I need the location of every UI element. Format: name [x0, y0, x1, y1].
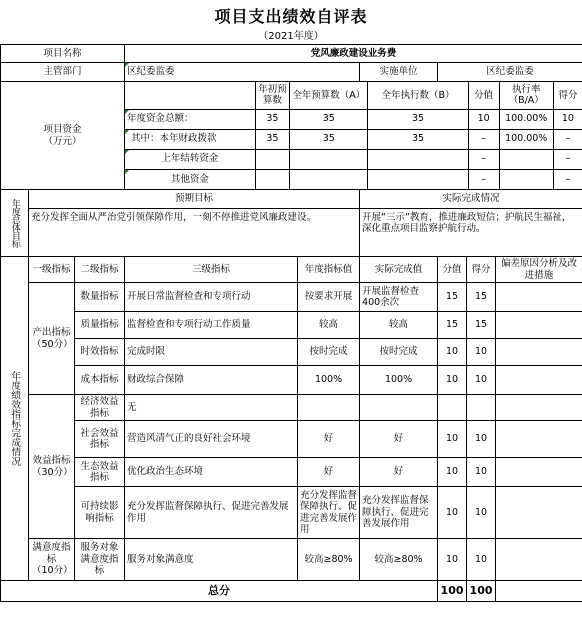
ind-header-actual: 实际完成值 [360, 257, 438, 283]
indicator-row [1, 283, 582, 312]
funds-row-weight: – [468, 149, 499, 169]
funds-row-exec: 35 [368, 129, 468, 149]
indicator-score: 10 [467, 539, 496, 581]
indicator-l3: 开展日常监督检查和专项行动 [125, 283, 298, 312]
funds-row [125, 129, 582, 149]
indicator-target: 较高≥80% [298, 539, 360, 581]
indicator-row [1, 339, 582, 366]
indicator-note [496, 312, 582, 339]
indicator-target [298, 395, 360, 421]
funds-row-year: 35 [290, 109, 368, 129]
funds-header-weight: 分值 [468, 82, 499, 109]
indicator-weight: 15 [438, 312, 467, 339]
indicator-l2: 时效指标 [75, 339, 125, 366]
page-subtitle: （2021年度） [258, 31, 324, 42]
indicator-l3: 营造风清气正的良好社会环境 [125, 421, 298, 458]
funds-header-rate: 执行率（B/A） [499, 82, 553, 109]
project-dept-row [1, 63, 582, 82]
indicator-note [496, 366, 582, 395]
indicator-weight: 10 [438, 539, 467, 581]
indicator-actual: 充分发挥监督保障执行、促进完善发展作用 [360, 487, 438, 539]
dept-value: 区纪委监委 [125, 63, 360, 82]
indicators-section-label: 年度绩效指标完成情况 [1, 257, 29, 581]
funds-header-init: 年初预算数 [255, 82, 290, 109]
indicator-row [1, 395, 582, 421]
indicator-weight [438, 395, 467, 421]
indicator-row [1, 458, 582, 487]
indicator-weight: 10 [438, 339, 467, 366]
indicator-l2: 经济效益指标 [75, 395, 125, 421]
funds-row-exec [368, 169, 468, 189]
indicator-actual: 较高 [360, 312, 438, 339]
indicator-l3: 财政综合保障 [125, 366, 298, 395]
funds-row-score: – [553, 149, 582, 169]
funds-row-init: 35 [255, 109, 290, 129]
indicator-group-label: 满意度指标 （10分） [29, 539, 75, 581]
indicator-l2: 服务对象满意度指标 [75, 539, 125, 581]
impl-label: 实施单位 [360, 63, 438, 82]
funds-row-label: 其中：本年财政拨款 [125, 129, 255, 149]
total-row [1, 581, 582, 602]
indicator-target: 充分发挥监督保障执行、促进完善发展作用 [298, 487, 360, 539]
page-title: 项目支出绩效自评表 [214, 7, 368, 26]
funds-grid [125, 82, 582, 189]
ind-header-note: 偏差原因分析及改进措施 [496, 257, 582, 283]
indicator-row [1, 421, 582, 458]
goals-actual-header: 实际完成情况 [360, 190, 582, 209]
indicator-target: 好 [298, 421, 360, 458]
indicator-l3: 服务对象满意度 [125, 539, 298, 581]
indicator-l2: 生态效益指标 [75, 458, 125, 487]
indicator-group-label: 产出指标 （50分） [29, 283, 75, 395]
indicator-actual: 好 [360, 458, 438, 487]
goals-expected-text: 充分发挥全面从严治党引领保障作用，一刻不停推进党风廉政建设。 [29, 209, 360, 257]
impl-value: 区纪委监委 [438, 63, 582, 82]
goals-actual-text: 开展“三示”教育，推进廉政短信；护航民生福祉，深化重点项目监察护航行动。 [360, 209, 582, 257]
indicator-note [496, 458, 582, 487]
funds-row-rate: 100.00% [499, 129, 553, 149]
indicator-weight: 10 [438, 421, 467, 458]
indicator-target: 按时完成 [298, 339, 360, 366]
goals-header-row [1, 190, 582, 209]
indicator-l2: 数量指标 [75, 283, 125, 312]
evaluation-table [0, 44, 582, 602]
indicator-weight: 10 [438, 487, 467, 539]
goals-content-row [1, 209, 582, 257]
indicator-l2: 质量指标 [75, 312, 125, 339]
ind-header-score: 得分 [467, 257, 496, 283]
indicator-l2: 成本指标 [75, 366, 125, 395]
indicator-target: 100% [298, 366, 360, 395]
indicator-score: 15 [467, 283, 496, 312]
indicator-score: 10 [467, 458, 496, 487]
indicator-l3: 充分发挥监督保障执行、促进完善发展作用 [125, 487, 298, 539]
dept-label: 主管部门 [1, 63, 125, 82]
funds-row [125, 109, 582, 129]
funds-header-exec: 全年执行数（B） [368, 82, 468, 109]
funds-row-score: – [553, 169, 582, 189]
project-name-value: 党风廉政建设业务费 [125, 45, 582, 63]
funds-block-row [1, 82, 582, 190]
indicator-actual: 100% [360, 366, 438, 395]
indicator-l2: 可持续影响指标 [75, 487, 125, 539]
ind-header-target: 年度指标值 [298, 257, 360, 283]
indicator-score: 10 [467, 339, 496, 366]
goals-expected-header: 预期目标 [29, 190, 360, 209]
indicator-actual: 开展监督检查400余次 [360, 283, 438, 312]
indicator-actual [360, 395, 438, 421]
total-score: 100 [467, 581, 496, 602]
indicator-score: 15 [467, 312, 496, 339]
indicator-l2: 社会效益指标 [75, 421, 125, 458]
indicator-note [496, 339, 582, 366]
indicator-note [496, 283, 582, 312]
indicator-score: 10 [467, 366, 496, 395]
indicator-weight: 15 [438, 283, 467, 312]
indicator-note [496, 395, 582, 421]
funds-row-rate: 100.00% [499, 109, 553, 129]
funds-row-year [290, 169, 368, 189]
indicator-row [1, 539, 582, 581]
indicator-weight: 10 [438, 366, 467, 395]
indicator-score: 10 [467, 421, 496, 458]
funds-row [125, 169, 582, 189]
indicator-score: 10 [467, 487, 496, 539]
funds-row-rate [499, 149, 553, 169]
indicator-target: 按要求开展 [298, 283, 360, 312]
project-name-row [1, 45, 582, 63]
funds-row-rate [499, 169, 553, 189]
funds-row-year [290, 149, 368, 169]
funds-row-exec: 35 [368, 109, 468, 129]
funds-label: 项目资金 （万元） [1, 82, 125, 190]
total-label: 总分 [1, 581, 438, 602]
indicators-header-row [1, 257, 582, 283]
funds-row-init [255, 149, 290, 169]
funds-row-exec [368, 149, 468, 169]
funds-row-label: 其他资金 [125, 169, 255, 189]
funds-grid-cell [125, 82, 582, 190]
indicator-score [467, 395, 496, 421]
indicator-l3: 监督检查和专项行动工作质量 [125, 312, 298, 339]
indicator-actual: 按时完成 [360, 339, 438, 366]
indicator-actual: 较高≥80% [360, 539, 438, 581]
indicator-actual: 好 [360, 421, 438, 458]
ind-header-weight: 分值 [438, 257, 467, 283]
funds-row-score: 10 [553, 109, 582, 129]
funds-row-score: – [553, 129, 582, 149]
funds-header-score: 得分 [553, 82, 582, 109]
indicator-weight: 10 [438, 458, 467, 487]
total-weight: 100 [438, 581, 467, 602]
indicator-row [1, 366, 582, 395]
indicator-l3: 无 [125, 395, 298, 421]
ind-header-l1: 一级指标 [29, 257, 75, 283]
funds-row-init [255, 169, 290, 189]
indicator-row [1, 487, 582, 539]
indicator-row [1, 312, 582, 339]
ind-header-l2: 二级指标 [75, 257, 125, 283]
indicator-note [496, 539, 582, 581]
funds-header-row [125, 82, 582, 109]
indicator-target: 好 [298, 458, 360, 487]
goals-label: 年度总体目标 [1, 190, 29, 257]
ind-header-l3: 三级指标 [125, 257, 298, 283]
funds-row-label: 上年结转资金 [125, 149, 255, 169]
indicator-note [496, 421, 582, 458]
funds-row-weight: – [468, 129, 499, 149]
total-note-blank [496, 581, 582, 602]
indicator-l3: 优化政治生态环境 [125, 458, 298, 487]
funds-header-blank [125, 82, 255, 109]
indicator-note [496, 487, 582, 539]
funds-row-init: 35 [255, 129, 290, 149]
funds-row-label: 年度资金总额： [125, 109, 255, 129]
project-name-label: 项目名称 [1, 45, 125, 63]
indicator-target: 较高 [298, 312, 360, 339]
indicator-group-label: 效益指标 （30分） [29, 395, 75, 539]
funds-header-year: 全年预算数（A） [290, 82, 368, 109]
funds-row-weight: – [468, 169, 499, 189]
funds-row-weight: 10 [468, 109, 499, 129]
funds-row [125, 149, 582, 169]
indicator-l3: 完成时限 [125, 339, 298, 366]
funds-row-year: 35 [290, 129, 368, 149]
